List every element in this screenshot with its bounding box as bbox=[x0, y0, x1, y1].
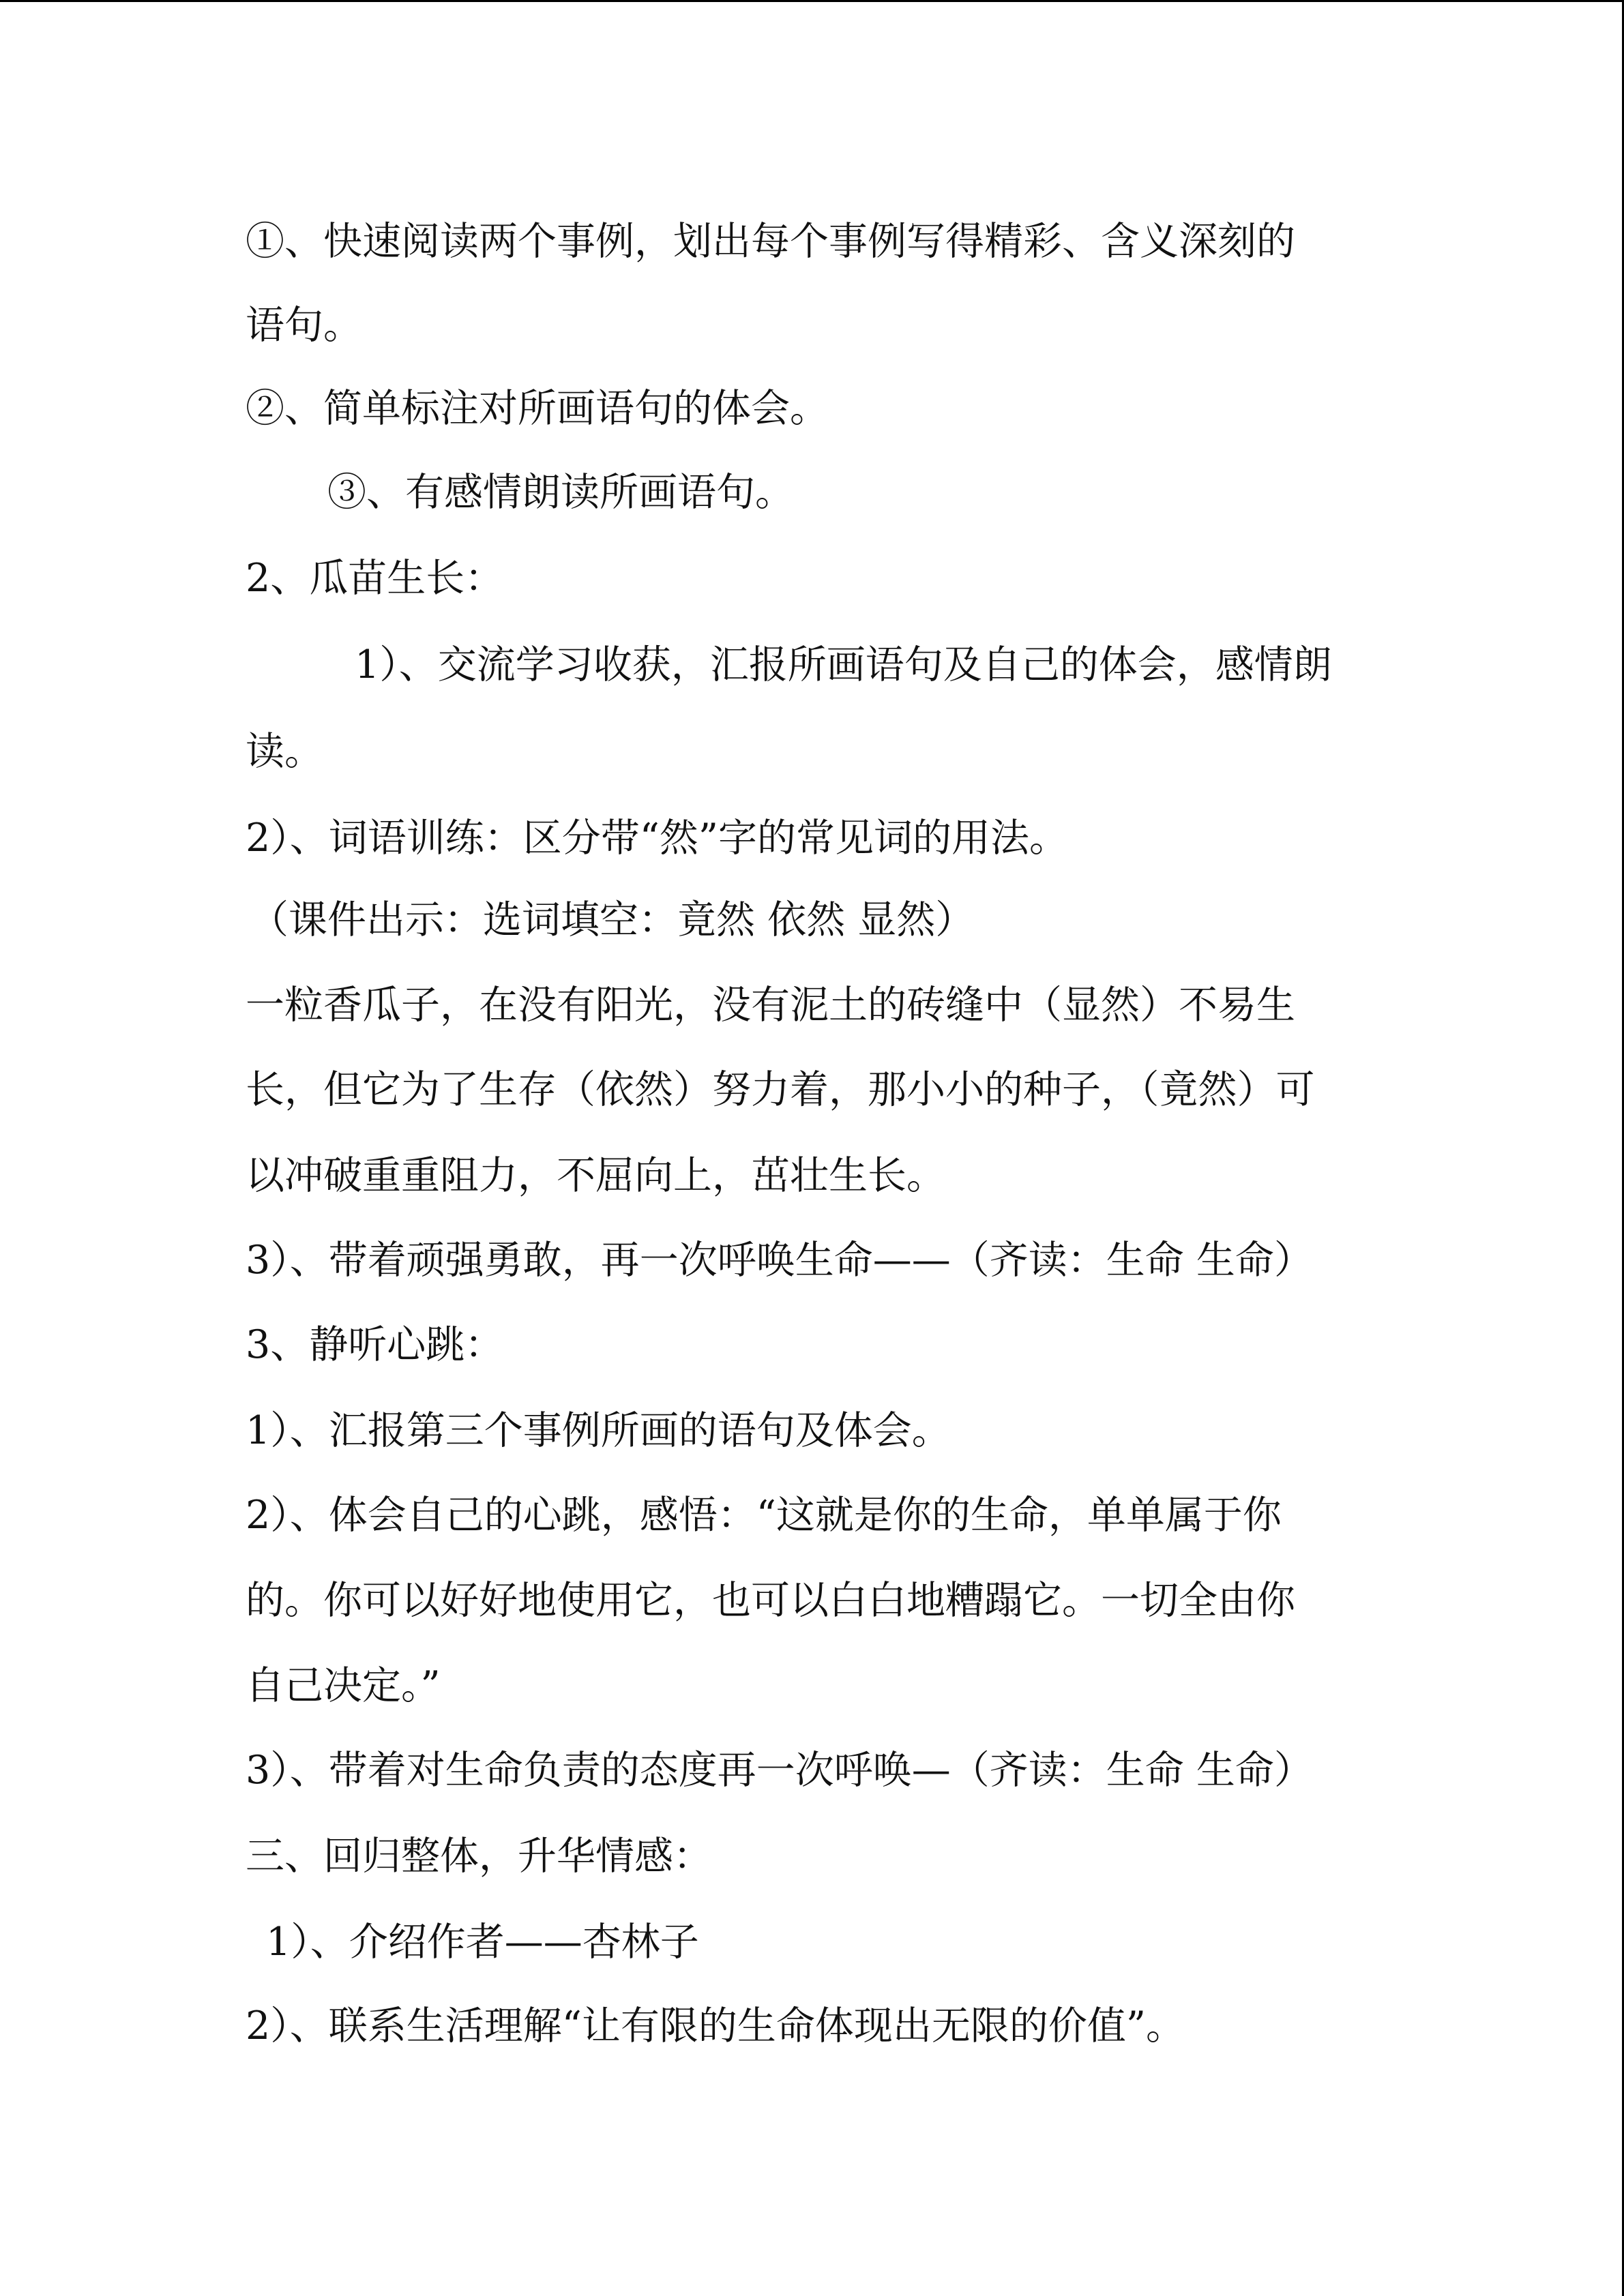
page-top-border bbox=[0, 0, 1624, 2]
text-line: 以冲破重重阻力，不屈向上，茁壮生长。 bbox=[246, 1153, 945, 1198]
text-line: ②、简单标注对所画语句的体会。 bbox=[246, 386, 829, 431]
text-line: 1）、汇报第三个事例所画的语句及体会。 bbox=[246, 1408, 951, 1453]
text-line: 一粒香瓜子，在没有阳光，没有泥土的砖缝中（显然）不易生 bbox=[246, 983, 1295, 1028]
text-line: 长，但它为了生存（依然）努力着，那小小的种子，（竟然）可 bbox=[246, 1067, 1315, 1112]
text-line: 的。你可以好好地使用它，也可以白白地糟蹋它。一切全由你 bbox=[246, 1578, 1295, 1623]
text-line: 3）、带着对生命负责的态度再一次呼唤—（齐读：生命 生命） bbox=[246, 1748, 1313, 1793]
text-line: 1）、交流学习收获，汇报所画语句及自己的体会，感情朗 bbox=[355, 642, 1332, 687]
text-line: 3）、带着顽强勇敢，再一次呼唤生命——（齐读：生命 生命） bbox=[246, 1238, 1313, 1283]
text-line: ③、有感情朗读所画语句。 bbox=[327, 470, 794, 515]
text-line: 2）、词语训练：区分带“然”字的常见词的用法。 bbox=[246, 816, 1069, 861]
text-line: （课件出示：选词填空：竟然 依然 显然） bbox=[250, 897, 975, 942]
text-line: 1）、介绍作者——杏林子 bbox=[266, 1920, 699, 1965]
text-line: 2）、联系生活理解“让有限的生命体现出无限的价值”。 bbox=[246, 2003, 1185, 2048]
text-line: 2）、体会自己的心跳，感悟：“这就是你的生命，单单属于你 bbox=[246, 1493, 1282, 1538]
text-line: ①、快速阅读两个事例，划出每个事例写得精彩、含义深刻的 bbox=[246, 219, 1295, 264]
text-line: 读。 bbox=[246, 729, 323, 774]
section-heading: 三、回归整体，升华情感： bbox=[246, 1834, 712, 1879]
section-heading: 3、静听心跳： bbox=[246, 1322, 504, 1367]
text-line: 自己决定。” bbox=[246, 1663, 441, 1708]
section-heading: 2、瓜苗生长： bbox=[246, 556, 504, 601]
text-line: 语句。 bbox=[246, 303, 362, 348]
